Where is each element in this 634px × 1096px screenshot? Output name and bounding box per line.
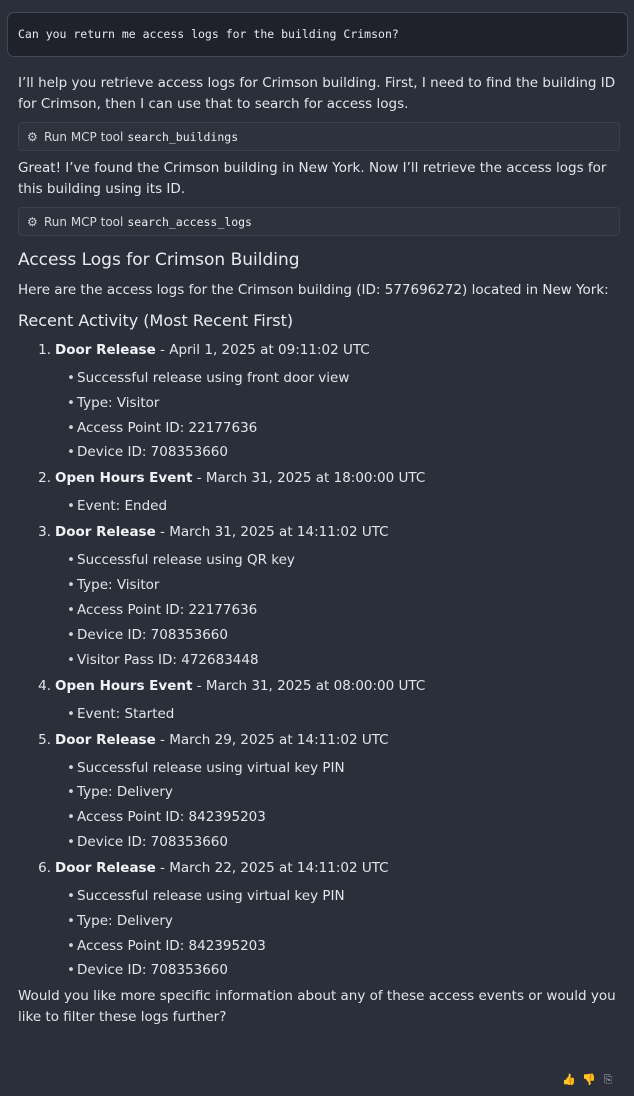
event-time: - March 31, 2025 at 18:00:00 UTC: [192, 470, 426, 487]
event-detail: [18, 600, 620, 620]
event-detail: [18, 496, 620, 516]
bullet-icon: •: [67, 444, 75, 461]
thumbs-up-icon[interactable]: 👍: [562, 1073, 576, 1086]
event-details: [18, 550, 620, 669]
event-detail-text: Access Point ID: 842395203: [77, 809, 266, 826]
event-header: [18, 468, 620, 488]
tool-call-search-buildings[interactable]: [18, 122, 620, 151]
event-detail: [18, 911, 620, 931]
event-detail-text: Visitor Pass ID: 472683448: [77, 651, 259, 668]
event-detail-text: Successful release using virtual key PIN: [77, 887, 345, 904]
tool-label: Run MCP tool: [44, 214, 124, 229]
event-details: [18, 758, 620, 852]
event-details: [18, 496, 620, 516]
section-heading: Access Logs for Crimson Building: [18, 250, 300, 270]
event-detail: [18, 442, 620, 462]
event-title: [55, 730, 389, 750]
tool-call-search-access-logs[interactable]: [18, 207, 620, 236]
event-type: Door Release: [55, 342, 156, 358]
event-header: [18, 858, 620, 878]
event-type: Door Release: [55, 731, 156, 748]
bullet-icon: •: [67, 552, 75, 569]
bullet-icon: •: [67, 419, 75, 436]
event-detail-text: Device ID: 708353660: [77, 444, 228, 461]
event-item: [18, 468, 620, 516]
subsection-heading: Recent Activity (Most Recent First): [18, 311, 294, 330]
event-time: - March 22, 2025 at 14:11:02 UTC: [155, 859, 389, 876]
event-detail-text: Access Point ID: 22177636: [77, 419, 258, 436]
event-detail: [18, 418, 620, 438]
event-header: [18, 676, 620, 696]
event-header: [18, 730, 620, 750]
event-detail: [18, 960, 620, 980]
event-detail-text: Successful release using virtual key PIN: [77, 759, 345, 776]
event-detail: [18, 832, 620, 852]
event-detail: [18, 704, 620, 724]
event-detail: [18, 936, 620, 956]
event-detail-text: Event: Started: [77, 705, 175, 722]
gear-icon: ⚙: [27, 214, 38, 229]
event-details: [18, 368, 620, 462]
event-detail-text: Access Point ID: 22177636: [77, 601, 258, 618]
event-detail: [18, 368, 620, 388]
tool-name: search_buildings: [127, 129, 239, 144]
event-time: - March 31, 2025 at 08:00:00 UTC: [192, 677, 426, 694]
event-title: [55, 858, 389, 878]
event-detail-text: Successful release using front door view: [77, 370, 350, 386]
closing-text: Would you like more specific information about any of these access events or would you like to filter these logs further?: [18, 988, 616, 1026]
event-header: [18, 522, 620, 542]
event-number: 6.: [38, 859, 51, 876]
event-detail-text: Successful release using QR key: [77, 552, 295, 569]
event-time: - March 31, 2025 at 14:11:02 UTC: [155, 524, 389, 541]
bullet-icon: •: [67, 705, 75, 722]
event-details: [18, 704, 620, 724]
event-number: 5.: [38, 731, 51, 748]
user-message-text: Can you return me access logs for the building Crimson?: [18, 27, 399, 41]
event-type: Open Hours Event: [55, 470, 193, 487]
event-list: [18, 340, 620, 980]
bullet-icon: •: [67, 651, 75, 668]
intro-text: I’ll help you retrieve access logs for Crimson building. First, I need to find the building ID for Crimson, then I can use that to search for access logs.: [18, 75, 616, 112]
event-number: 4.: [38, 677, 51, 694]
event-details: [18, 886, 620, 980]
event-item: [18, 858, 620, 980]
tool-label: Run MCP tool: [44, 129, 124, 144]
gear-icon: ⚙: [27, 129, 38, 144]
thumbs-down-icon[interactable]: 👎: [582, 1073, 596, 1086]
event-detail: [18, 550, 620, 570]
event-detail: [18, 650, 620, 670]
event-detail: [18, 625, 620, 645]
event-detail-text: Device ID: 708353660: [77, 833, 228, 850]
event-header: [18, 340, 620, 360]
summary-text: Here are the access logs for the Crimson building (ID: 577696272) located in New York:: [18, 282, 609, 298]
event-item: [18, 676, 620, 724]
bullet-icon: •: [67, 937, 75, 954]
bullet-icon: •: [67, 962, 75, 979]
event-title: [55, 468, 425, 488]
event-item: [18, 730, 620, 852]
event-item: [18, 340, 620, 462]
bullet-icon: •: [67, 577, 75, 594]
event-detail: [18, 782, 620, 802]
bullet-icon: •: [67, 394, 75, 411]
bullet-icon: •: [67, 809, 75, 826]
bullet-icon: •: [67, 370, 75, 386]
event-number: 3.: [38, 524, 51, 541]
event-detail: [18, 807, 620, 827]
event-detail-text: Type: Visitor: [77, 577, 160, 594]
event-detail: [18, 393, 620, 413]
event-detail-text: Device ID: 708353660: [77, 962, 228, 979]
event-detail: [18, 575, 620, 595]
bullet-icon: •: [67, 601, 75, 618]
event-type: Open Hours Event: [55, 677, 193, 694]
event-item: [18, 522, 620, 669]
event-time: - March 29, 2025 at 14:11:02 UTC: [155, 731, 389, 748]
event-title: [55, 522, 389, 542]
bullet-icon: •: [67, 759, 75, 776]
message-actions: [562, 1074, 614, 1086]
bullet-icon: •: [67, 887, 75, 904]
bullet-icon: •: [67, 498, 75, 515]
found-text: Great! I’ve found the Crimson building in New York. Now I’ll retrieve the access logs for this building using its ID.: [18, 160, 607, 197]
user-message: [7, 12, 628, 57]
bullet-icon: •: [67, 912, 75, 929]
event-detail-text: Type: Visitor: [77, 394, 160, 411]
bullet-icon: •: [67, 626, 75, 643]
event-number: 2.: [38, 470, 51, 487]
event-type: Door Release: [55, 524, 156, 541]
tool-name: search_access_logs: [127, 214, 252, 229]
event-detail-text: Event: Ended: [77, 498, 168, 515]
event-detail: [18, 886, 620, 906]
event-title: [55, 340, 370, 360]
event-type: Door Release: [55, 859, 156, 876]
event-number: 1.: [38, 342, 51, 358]
assistant-message: [12, 73, 622, 1028]
event-detail-text: Type: Delivery: [77, 912, 173, 929]
copy-icon[interactable]: ⎘: [603, 1073, 613, 1086]
event-detail: [18, 758, 620, 778]
event-title: [55, 676, 425, 696]
bullet-icon: •: [67, 833, 75, 850]
bullet-icon: •: [67, 784, 75, 801]
event-detail-text: Device ID: 708353660: [77, 626, 228, 643]
event-detail-text: Type: Delivery: [77, 784, 173, 801]
event-detail-text: Access Point ID: 842395203: [77, 937, 266, 954]
event-time: - April 1, 2025 at 09:11:02 UTC: [155, 342, 370, 358]
